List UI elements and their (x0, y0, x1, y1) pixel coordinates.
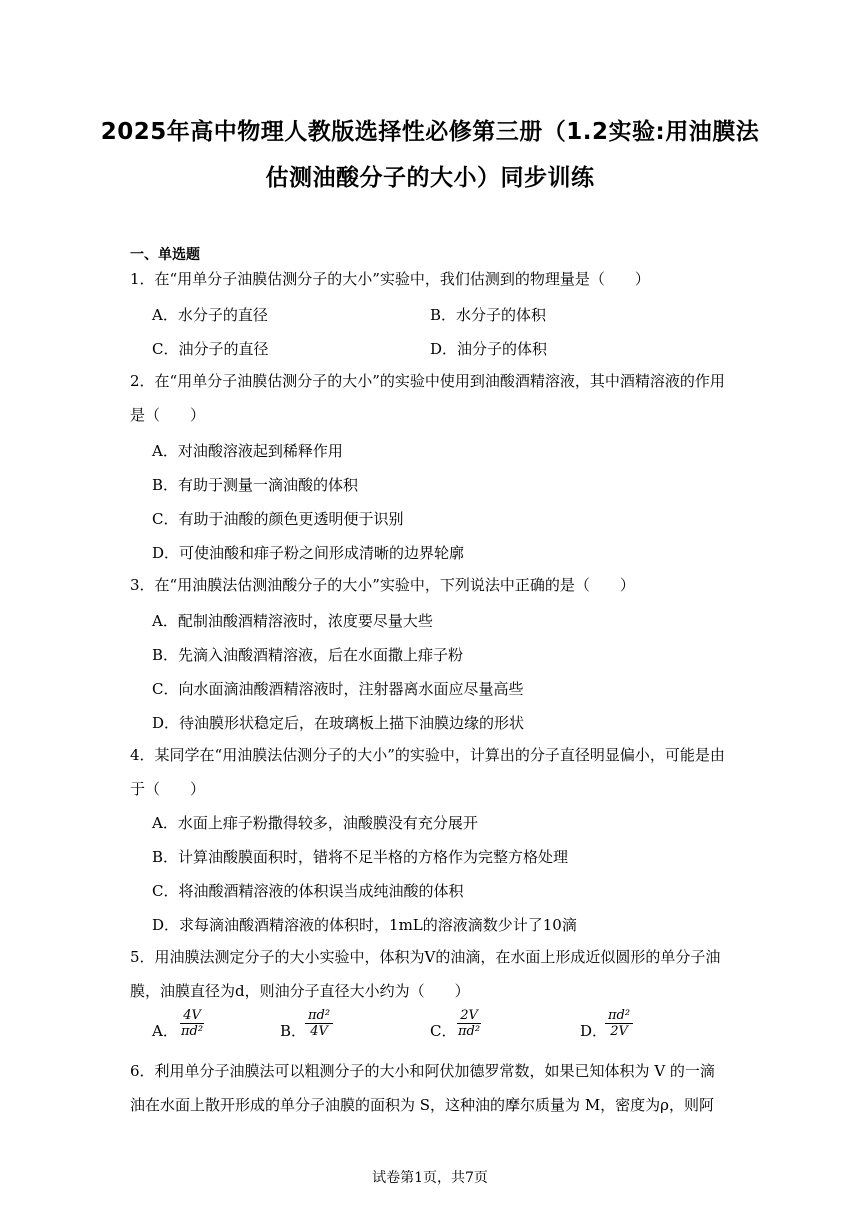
fraction-numerator: 4V (180, 1008, 204, 1024)
section-heading: 一、单选题 (130, 247, 200, 263)
question-5-option-b-fraction (305, 1008, 333, 1039)
title-line-1: 2025年高中物理人教版选择性必修第三册（1.2实验:用油膜法 (100, 119, 760, 145)
question-1-option-c: C．油分子的直径 (152, 340, 269, 358)
question-2-option-c: C．有助于油酸的颜色更透明便于识别 (152, 510, 404, 528)
page-footer: 试卷第1页，共7页 (372, 1170, 488, 1186)
title-line-2: 估测油酸分子的大小）同步训练 (265, 165, 595, 191)
question-1-option-b: B．水分子的体积 (430, 306, 547, 324)
question-5-option-c-label: C． (430, 1022, 457, 1040)
question-2-option-b: B．有助于测量一滴油酸的体积 (152, 476, 359, 494)
question-2-stem-line-1: 2．在“用单分子油膜估测分子的大小”的实验中使用到油酸酒精溶液，其中酒精溶液的作用 (130, 372, 725, 390)
question-1-stem: 1．在“用单分子油膜估测分子的大小”实验中，我们估测到的物理量是（ ） (130, 270, 650, 288)
question-3-option-d: D．待油膜形状稳定后，在玻璃板上描下油膜边缘的形状 (152, 714, 525, 732)
fraction-numerator: πd² (605, 1008, 633, 1024)
question-5-option-a-label: A． (152, 1022, 178, 1040)
question-4-option-c: C．将油酸酒精溶液的体积误当成纯油酸的体积 (152, 882, 464, 900)
question-4-option-d: D．求每滴油酸酒精溶液的体积时，1mL的溶液滴数少计了10滴 (152, 916, 577, 934)
question-6-stem-line-2: 油在水面上散开形成的单分子油膜的面积为 S，这种油的摩尔质量为 M，密度为ρ，则阿 (130, 1096, 714, 1114)
fraction-denominator: 2V (610, 1024, 628, 1039)
question-4-stem-line-1: 4．某同学在“用油膜法估测分子的大小”的实验中，计算出的分子直径明显偏小，可能是由 (130, 746, 725, 764)
question-3-option-c: C．向水面滴油酸酒精溶液时，注射器离水面应尽量高些 (152, 680, 524, 698)
question-5-option-c-fraction (455, 1008, 483, 1039)
question-4-option-a: A．水面上痱子粉撒得较多，油酸膜没有充分展开 (152, 814, 478, 832)
question-6-stem-line-1: 6．利用单分子油膜法可以粗测分子的大小和阿伏加德罗常数，如果已知体积为 V 的一滴 (130, 1062, 715, 1080)
question-3-option-a: A．配制油酸酒精溶液时，浓度要尽量大些 (152, 612, 433, 630)
fraction-numerator: 2V (457, 1008, 481, 1024)
question-2-option-a: A．对油酸溶液起到稀释作用 (152, 442, 343, 460)
fraction-numerator: πd² (305, 1008, 333, 1024)
question-3-stem: 3．在“用油膜法估测油酸分子的大小”实验中，下列说法中正确的是（ ） (130, 576, 635, 594)
question-5-option-b-label: B． (280, 1022, 307, 1040)
question-2-option-d: D．可使油酸和痱子粉之间形成清晰的边界轮廓 (152, 544, 465, 562)
fraction-denominator: 4V (310, 1024, 328, 1039)
question-2-stem-line-2: 是（ ） (130, 406, 206, 424)
question-4-stem-line-2: 于（ ） (130, 780, 206, 798)
question-5-option-d-fraction (605, 1008, 633, 1039)
question-5-option-a-fraction (178, 1008, 206, 1039)
question-5-stem-line-1: 5．用油膜法测定分子的大小实验中，体积为V的油滴，在水面上形成近似圆形的单分子油 (130, 948, 721, 966)
question-5-stem-line-2: 膜，油膜直径为d，则油分子直径大小约为（ ） (130, 982, 470, 1000)
question-4-option-b: B．计算油酸膜面积时，错将不足半格的方格作为完整方格处理 (152, 848, 569, 866)
question-1-option-d: D．油分子的体积 (430, 340, 548, 358)
question-1-option-a: A．水分子的直径 (152, 306, 268, 324)
fraction-denominator: πd² (181, 1024, 204, 1039)
question-3-option-b: B．先滴入油酸酒精溶液，后在水面撒上痱子粉 (152, 646, 464, 664)
fraction-denominator: πd² (458, 1024, 481, 1039)
question-5-option-d-label: D． (580, 1022, 608, 1040)
